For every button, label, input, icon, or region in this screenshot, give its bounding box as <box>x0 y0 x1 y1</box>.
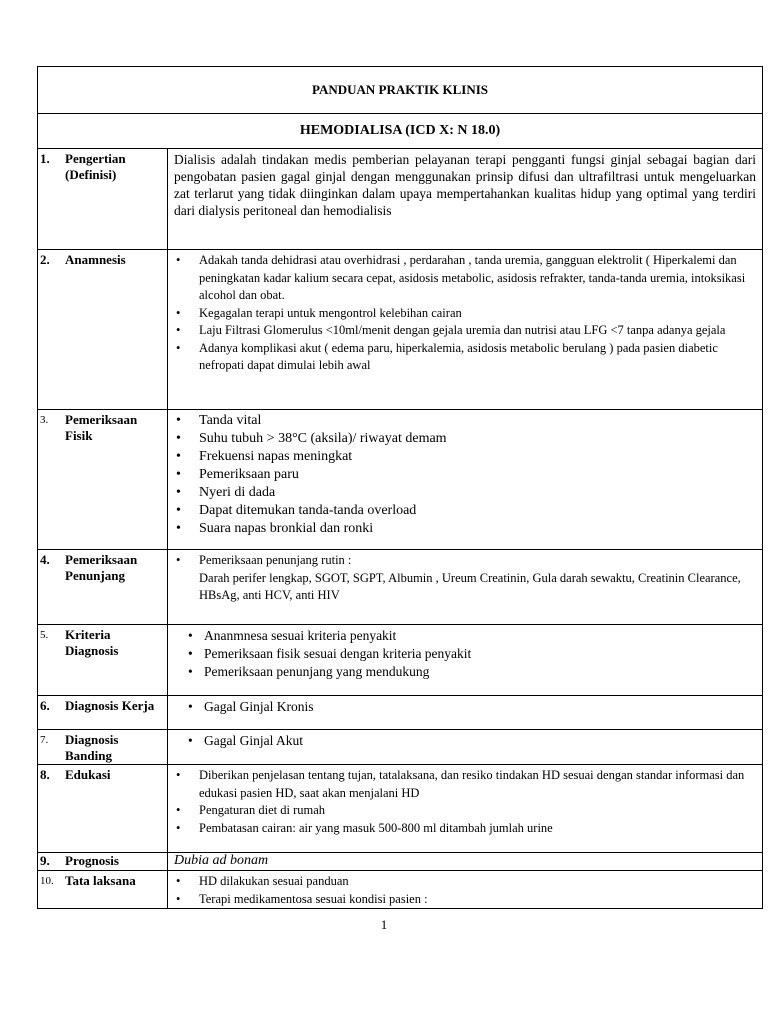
prognosis-text: Dubia ad bonam <box>174 853 269 868</box>
list-item: • Laju Filtrasi Glomerulus <10ml/menit dengan gejala uremia dan nutrisi atau LFG <7 tanpa adanya gejala <box>174 322 756 340</box>
list-item: • Pemeriksaan penunjang yang mendukung <box>174 663 756 681</box>
list-item: • Pemeriksaan fisik sesuai dengan kriteria penyakit <box>174 645 756 663</box>
section-label: Pemeriksaan Fisik <box>65 412 138 443</box>
section-label-cell <box>38 696 168 730</box>
clinical-guideline-table <box>37 66 763 909</box>
section-content <box>168 410 763 550</box>
list-item: • Gagal Ginjal Akut <box>174 732 756 750</box>
section-label-cell <box>38 625 168 696</box>
list-item: • Pemeriksaan paru <box>174 466 756 484</box>
section-content <box>168 730 763 765</box>
section-label: Pengertian (Definisi) <box>65 151 126 182</box>
section-label: Diagnosis Banding <box>65 732 119 763</box>
page-number: 1 <box>380 917 388 932</box>
list-item: • Adakah tanda dehidrasi atau overhidrasi , perdarahan , tanda uremia, gangguan elektrolit ( Hiperkalemi dan peningkatan kadar kalium secara cepat, asidosis metabolic, asidosis refrakter, tanda-tanda uremia, intoksikasi alcohol dan obat. <box>174 252 756 305</box>
section-label-cell <box>38 765 168 853</box>
section-number: 4. <box>40 552 50 567</box>
section-row <box>38 625 763 696</box>
section-row <box>38 410 763 550</box>
section-content <box>168 696 763 730</box>
list-item: • Tanda vital <box>174 412 756 430</box>
list-item: • Frekuensi napas meningkat <box>174 448 756 466</box>
definition-text: Dialisis adalah tindakan medis pemberian pelayanan terapi pengganti fungsi ginjal sebagai bagian dari pengobatan pasien gagal ginjal dengan menggunakan prinsip difusi dan ultrafiltrasi untuk mengeluarkan zat terlarut yang tidak diinginkan dalam upaya mempertahankan kualitas hidup yang optimal yang terdiri dari dialysis peritoneal dan hemodialisis <box>174 152 756 218</box>
section-row <box>38 871 763 909</box>
section-content <box>168 853 763 871</box>
list-item: • Adanya komplikasi akut ( edema paru, hiperkalemia, asidosis metabolic berulang ) pada pasien diabetic nefropati dapat dimulai lebih awal <box>174 340 756 375</box>
list-item: • Pemeriksaan penunjang rutin : <box>174 552 756 570</box>
section-number: 3. <box>40 414 49 426</box>
section-number: 9. <box>40 853 50 868</box>
section-label: Prognosis <box>65 853 119 868</box>
section-row <box>38 550 763 625</box>
section-number: 1. <box>40 151 50 166</box>
section-content <box>168 871 763 909</box>
section-label: Kriteria Diagnosis <box>65 627 119 658</box>
section-number: 6. <box>40 698 50 713</box>
section-content <box>168 765 763 853</box>
section-row <box>38 853 763 871</box>
section-row <box>38 250 763 410</box>
list-item: • Dapat ditemukan tanda-tanda overload <box>174 502 756 520</box>
section-label-cell <box>38 550 168 625</box>
section-label-cell <box>38 871 168 909</box>
document-title: PANDUAN PRAKTIK KLINIS <box>38 67 763 114</box>
list-item: • Suhu tubuh > 38°C (aksila)/ riwayat demam <box>174 430 756 448</box>
section-label: Diagnosis Kerja <box>65 698 155 713</box>
section-content <box>168 250 763 410</box>
section-label-cell <box>38 853 168 871</box>
section-row <box>38 765 763 853</box>
list-item: • Nyeri di dada <box>174 484 756 502</box>
section-content <box>168 625 763 696</box>
section-number: 10. <box>40 875 54 887</box>
list-item: • Terapi medikamentosa sesuai kondisi pasien : <box>174 891 756 909</box>
section-number: 7. <box>40 734 49 746</box>
section-label: Anamnesis <box>65 252 126 267</box>
section-label-cell <box>38 730 168 765</box>
section-row <box>38 730 763 765</box>
section-label: Tata laksana <box>65 873 136 888</box>
section-number: 8. <box>40 767 50 782</box>
document-subtitle: HEMODIALISA (ICD X: N 18.0) <box>38 114 763 149</box>
list-item: • Pengaturan diet di rumah <box>174 802 756 820</box>
list-item: • HD dilakukan sesuai panduan <box>174 873 756 891</box>
section-label-cell <box>38 410 168 550</box>
list-item: • Kegagalan terapi untuk mengontrol kelebihan cairan <box>174 305 756 323</box>
section-row <box>38 696 763 730</box>
section-content <box>168 149 763 250</box>
list-item: • Ananmnesa sesuai kriteria penyakit <box>174 627 756 645</box>
section-number: 5. <box>40 629 49 641</box>
list-item: • Suara napas bronkial dan ronki <box>174 520 756 538</box>
section-row <box>38 149 763 250</box>
list-item: • Pembatasan cairan: air yang masuk 500-800 ml ditambah jumlah urine <box>174 820 756 838</box>
section-content <box>168 550 763 625</box>
list-item: • Diberikan penjelasan tentang tujan, tatalaksana, dan resiko tindakan HD sesuai dengan standar informasi dan edukasi pasien HD, saat akan menjalani HD <box>174 767 756 802</box>
lab-tests-detail: Darah perifer lengkap, SGOT, SGPT, Albumin , Ureum Creatinin, Gula darah sewaktu, Creatinin Clearance, HBsAg, anti HCV, anti HIV <box>199 570 741 602</box>
list-item: • Gagal Ginjal Kronis <box>174 698 756 716</box>
section-label-cell <box>38 149 168 250</box>
section-label: Edukasi <box>65 767 111 782</box>
section-number: 2. <box>40 252 50 267</box>
section-label-cell <box>38 250 168 410</box>
section-label: Pemeriksaan Penunjang <box>65 552 138 583</box>
